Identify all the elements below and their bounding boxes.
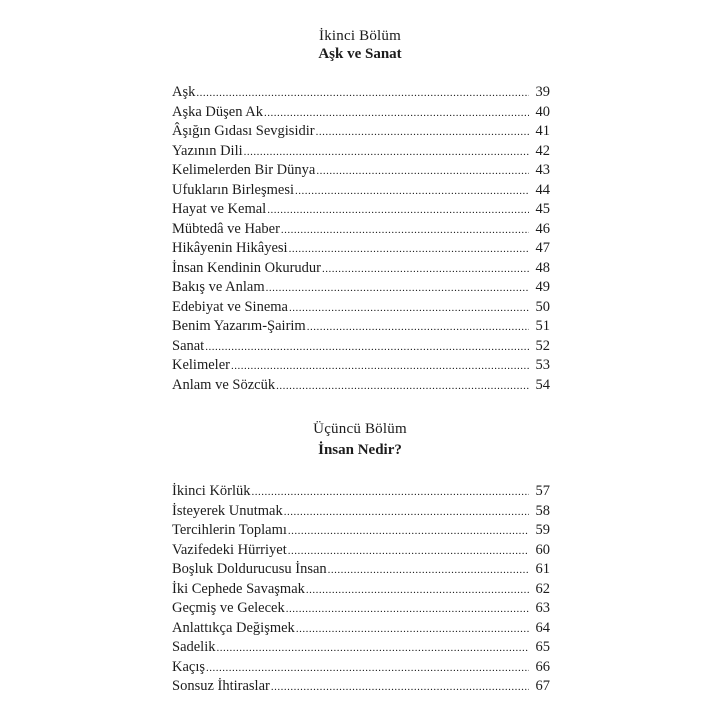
section-title: Aşk ve Sanat: [318, 46, 402, 62]
toc-entry-page: 57: [535, 483, 550, 499]
toc-entry-title: Mübtedâ ve Haber: [172, 220, 280, 237]
toc-entry-page: 65: [535, 639, 550, 655]
dot-leader: [252, 483, 529, 503]
toc-entry: [172, 103, 550, 123]
toc-entry: [172, 560, 550, 580]
toc-entry-page: 66: [535, 658, 550, 675]
toc-entry: [172, 298, 550, 318]
dot-leader: [316, 123, 529, 143]
dot-leader: [316, 162, 529, 182]
section-label: İkinci Bölüm: [319, 28, 401, 44]
dot-leader: [281, 221, 529, 241]
dot-leader: [205, 338, 529, 358]
toc-entry-title: Anlam ve Sözcük: [172, 376, 276, 393]
toc-entry-page: 59: [535, 522, 550, 538]
toc-entry-title: Bakış ve Anlam: [172, 279, 265, 295]
toc-entry-title: Hayat ve Kemal: [172, 201, 267, 217]
toc-entry-title: Anlattıkça Değişmek: [172, 619, 295, 636]
toc-entry-page: 51: [535, 318, 550, 334]
toc-entry-page: 54: [535, 376, 550, 393]
dot-leader: [264, 104, 529, 124]
toc-entry-title: Sonsuz İhtiraslar: [172, 678, 270, 694]
toc-entry: [172, 278, 550, 298]
toc-entry-title: İnsan Kendinin Okurudur: [172, 259, 322, 276]
toc-entry-page: 50: [535, 298, 550, 315]
toc-entry-page: 47: [535, 240, 550, 256]
toc-entry: [172, 638, 550, 658]
toc-entry-title: Edebiyat ve Sinema: [172, 298, 288, 315]
toc-entry-title: Benim Yazarım-Şairim: [172, 318, 306, 334]
toc-list: [172, 482, 550, 697]
toc-entry-page: 64: [535, 619, 550, 636]
dot-leader: [266, 279, 529, 299]
toc-entry-page: 39: [535, 84, 550, 100]
toc-entry: [172, 337, 550, 357]
toc-entry: [172, 181, 550, 201]
toc-entry: [172, 658, 550, 678]
toc-entry-page: 43: [535, 162, 550, 178]
toc-entry-page: 40: [535, 103, 550, 120]
dot-leader: [289, 240, 529, 260]
toc-entry: [172, 200, 550, 220]
toc-entry: [172, 220, 550, 240]
toc-entry: [172, 356, 550, 376]
toc-entry: [172, 541, 550, 561]
toc-entry: [172, 239, 550, 259]
dot-leader: [217, 639, 530, 659]
dot-leader: [306, 581, 529, 601]
toc-entry: [172, 502, 550, 522]
dot-leader: [231, 357, 529, 377]
section-title: İnsan Nedir?: [318, 442, 402, 458]
toc-entry: [172, 599, 550, 619]
dot-leader: [296, 620, 529, 640]
toc-entry: [172, 142, 550, 162]
toc-entry-title: Vazifedeki Hürriyet: [172, 541, 287, 558]
toc-entry: [172, 83, 550, 103]
toc-entry-page: 45: [535, 201, 550, 217]
toc-entry-page: 48: [535, 259, 550, 276]
toc-entry-page: 44: [535, 181, 550, 198]
dot-leader: [289, 299, 529, 319]
dot-leader: [288, 522, 529, 542]
dot-leader: [322, 260, 529, 280]
toc-entry-page: 42: [535, 142, 550, 159]
dot-leader: [295, 182, 529, 202]
dot-leader: [328, 561, 529, 581]
toc-entry-page: 62: [535, 580, 550, 597]
dot-leader: [271, 678, 529, 698]
toc-entry-title: Geçmiş ve Gelecek: [172, 600, 285, 616]
toc-entry-page: 60: [535, 541, 550, 558]
toc-entry-page: 49: [535, 279, 550, 295]
dot-leader: [307, 318, 529, 338]
toc-entry-title: Sanat: [172, 337, 205, 354]
dot-leader: [244, 143, 529, 163]
toc-entry-title: Kelimeler: [172, 357, 230, 373]
toc-entry: [172, 161, 550, 181]
toc-entry-title: Aşk: [172, 84, 196, 100]
toc-entry-page: 58: [535, 502, 550, 519]
toc-entry: [172, 259, 550, 279]
toc-entry-title: Kaçış: [172, 658, 206, 675]
toc-entry-page: 63: [535, 600, 550, 616]
dot-leader: [196, 84, 529, 104]
dot-leader: [267, 201, 529, 221]
toc-entry-title: Yazının Dili: [172, 142, 243, 159]
toc-entry-title: Hikâyenin Hikâyesi: [172, 240, 288, 256]
toc-entry: [172, 482, 550, 502]
toc-entry: [172, 619, 550, 639]
toc-entry: [172, 317, 550, 337]
toc-entry-title: Tercihlerin Toplamı: [172, 522, 287, 538]
dot-leader: [284, 503, 529, 523]
dot-leader: [276, 377, 529, 397]
toc-entry-title: İsteyerek Unutmak: [172, 502, 283, 519]
toc-entry-page: 41: [535, 123, 550, 139]
toc-entry: [172, 580, 550, 600]
toc-entry: [172, 521, 550, 541]
toc-entry: [172, 677, 550, 697]
section-label: Üçüncü Bölüm: [313, 421, 407, 437]
toc-entry-title: Aşka Düşen Ak: [172, 103, 264, 120]
dot-leader: [286, 600, 529, 620]
toc-entry-title: Kelimelerden Bir Dünya: [172, 162, 316, 178]
toc-entry-title: İki Cephede Savaşmak: [172, 580, 305, 597]
toc-entry-title: Sadelik: [172, 639, 216, 655]
toc-entry-page: 52: [535, 337, 550, 354]
dot-leader: [288, 542, 529, 562]
toc-entry-title: Boşluk Doldurucusu İnsan: [172, 561, 327, 577]
dot-leader: [206, 659, 529, 679]
toc-entry-title: Ufukların Birleşmesi: [172, 181, 295, 198]
toc-entry-page: 61: [535, 561, 550, 577]
toc-entry-title: Âşığın Gıdası Sevgisidir: [172, 123, 315, 139]
toc-entry-title: İkinci Körlük: [172, 483, 251, 499]
toc-entry: [172, 122, 550, 142]
toc-list: [172, 83, 550, 395]
toc-entry-page: 67: [535, 678, 550, 694]
toc-entry-page: 46: [535, 220, 550, 237]
toc-entry-page: 53: [535, 357, 550, 373]
toc-entry: [172, 376, 550, 396]
